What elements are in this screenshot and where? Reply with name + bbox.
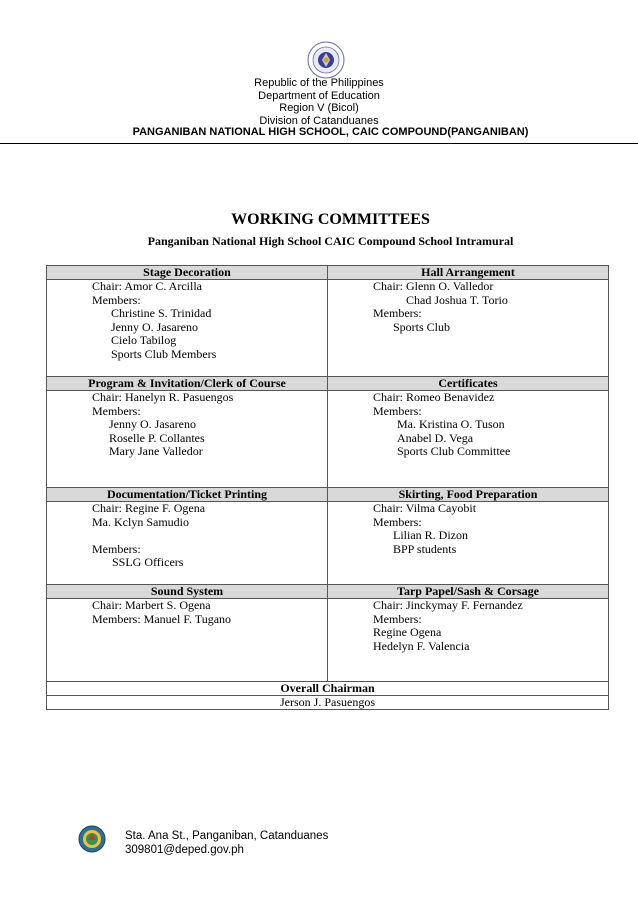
committee-body-documentation: [47, 502, 328, 585]
committee-body-stage: [47, 280, 328, 377]
committee-heading-hall: Hall Arrangement: [328, 266, 609, 280]
member-name: Ma. Kristina O. Tuson: [397, 417, 505, 432]
member-name: Sports Club Members: [111, 346, 217, 361]
footer-address: Sta. Ana St., Panganiban, Catanduanes: [125, 830, 329, 842]
committee-heading-stage: Stage Decoration: [47, 266, 328, 280]
overall-chairman-heading: Overall Chairman: [47, 682, 609, 696]
header-republic: Republic of the Philippines: [254, 77, 384, 89]
document-subtitle: Panganiban National High School CAIC Compound School Intramural: [147, 234, 514, 248]
chair-name: Chair: Jinckymay F. Fernandez: [373, 598, 523, 612]
member-name: BPP students: [393, 541, 457, 556]
co-chair-name: Ma. Kclyn Samudio: [92, 514, 189, 529]
overall-chairman-name: Jerson J. Pasuengos: [47, 696, 609, 710]
header-school-name: PANGANIBAN NATIONAL HIGH SCHOOL, CAIC COMPOUND(PANGANIBAN): [132, 126, 529, 138]
committees-table: [46, 265, 609, 710]
table-row: [47, 682, 609, 696]
member-name: Christine S. Trinidad: [111, 306, 212, 321]
footer-email: 309801@deped.gov.ph: [125, 844, 244, 856]
member-name: Roselle P. Collantes: [109, 430, 205, 445]
committee-heading-certificates: Certificates: [328, 377, 609, 391]
member-name: Jenny O. Jasareno: [109, 417, 196, 432]
committee-heading-tarp: Tarp Papel/Sash & Corsage: [328, 585, 609, 599]
members-label: Members:: [373, 306, 422, 321]
committee-body-skirting: [328, 502, 609, 585]
co-chair-name: Chad Joshua T. Torio: [406, 292, 508, 307]
footer-contact: [125, 829, 328, 857]
members-label: Members:: [92, 403, 141, 418]
members-label: Members:: [373, 403, 422, 418]
members-label: Members:: [373, 611, 422, 626]
committee-body-program: [47, 391, 328, 488]
document-title: WORKING COMMITTEES: [231, 211, 430, 228]
table-row: [47, 585, 609, 599]
member-name: Hedelyn F. Valencia: [373, 638, 470, 653]
table-row: [47, 599, 609, 682]
table-row: [47, 391, 609, 488]
member-name: Anabel D. Vega: [397, 430, 474, 445]
committee-heading-documentation: Documentation/Ticket Printing: [47, 488, 328, 502]
committee-heading-skirting: Skirting, Food Preparation: [328, 488, 609, 502]
spacer: [92, 529, 327, 543]
member-name: Jenny O. Jasareno: [111, 319, 198, 334]
member-name: Mary Jane Valledor: [109, 444, 203, 459]
header-divider: [0, 143, 638, 144]
header-division: Division of Catanduanes: [259, 114, 379, 127]
chair-name: Chair: Hanelyn R. Pasuengos: [92, 390, 234, 404]
header-region: Region V (Bicol): [279, 102, 359, 114]
member-name: SSLG Officers: [112, 555, 184, 570]
chair-name: Chair: Amor C. Arcilla: [92, 279, 202, 293]
committee-body-hall: [328, 280, 609, 377]
member-name: Sports Club: [393, 319, 451, 334]
member-name: Regine Ogena: [373, 625, 442, 640]
members-label: Members:: [92, 541, 141, 556]
header-department: Department of Education: [258, 89, 380, 102]
chair-name: Chair: Marbert S. Ogena: [92, 598, 211, 612]
member-name: Lilian R. Dizon: [393, 528, 468, 543]
committee-heading-sound: Sound System: [47, 585, 328, 599]
deped-seal-logo: [303, 41, 349, 79]
table-row: [47, 377, 609, 391]
member-name: Cielo Tabilog: [111, 333, 177, 348]
chair-name: Chair: Romeo Benavidez: [373, 390, 495, 404]
chair-name: Chair: Regine F. Ogena: [92, 501, 206, 515]
member-name: Sports Club Committee: [397, 444, 511, 459]
table-row: [47, 488, 609, 502]
committee-body-tarp: [328, 599, 609, 682]
committee-body-certificates: [328, 391, 609, 488]
table-row: [47, 502, 609, 585]
members-label: Members:: [373, 514, 422, 529]
table-row: [47, 266, 609, 280]
table-row: [47, 280, 609, 377]
committee-heading-program: Program & Invitation/Clerk of Course: [47, 377, 328, 391]
school-logo: [78, 825, 106, 853]
members-list: Members: Manuel F. Tugano: [92, 611, 232, 626]
committee-body-sound: [47, 599, 328, 682]
table-row: [47, 696, 609, 710]
members-label: Members:: [92, 292, 141, 307]
chair-name: Chair: Glenn O. Valledor: [373, 279, 494, 293]
chair-name: Chair: Vilma Cayobit: [373, 501, 477, 515]
